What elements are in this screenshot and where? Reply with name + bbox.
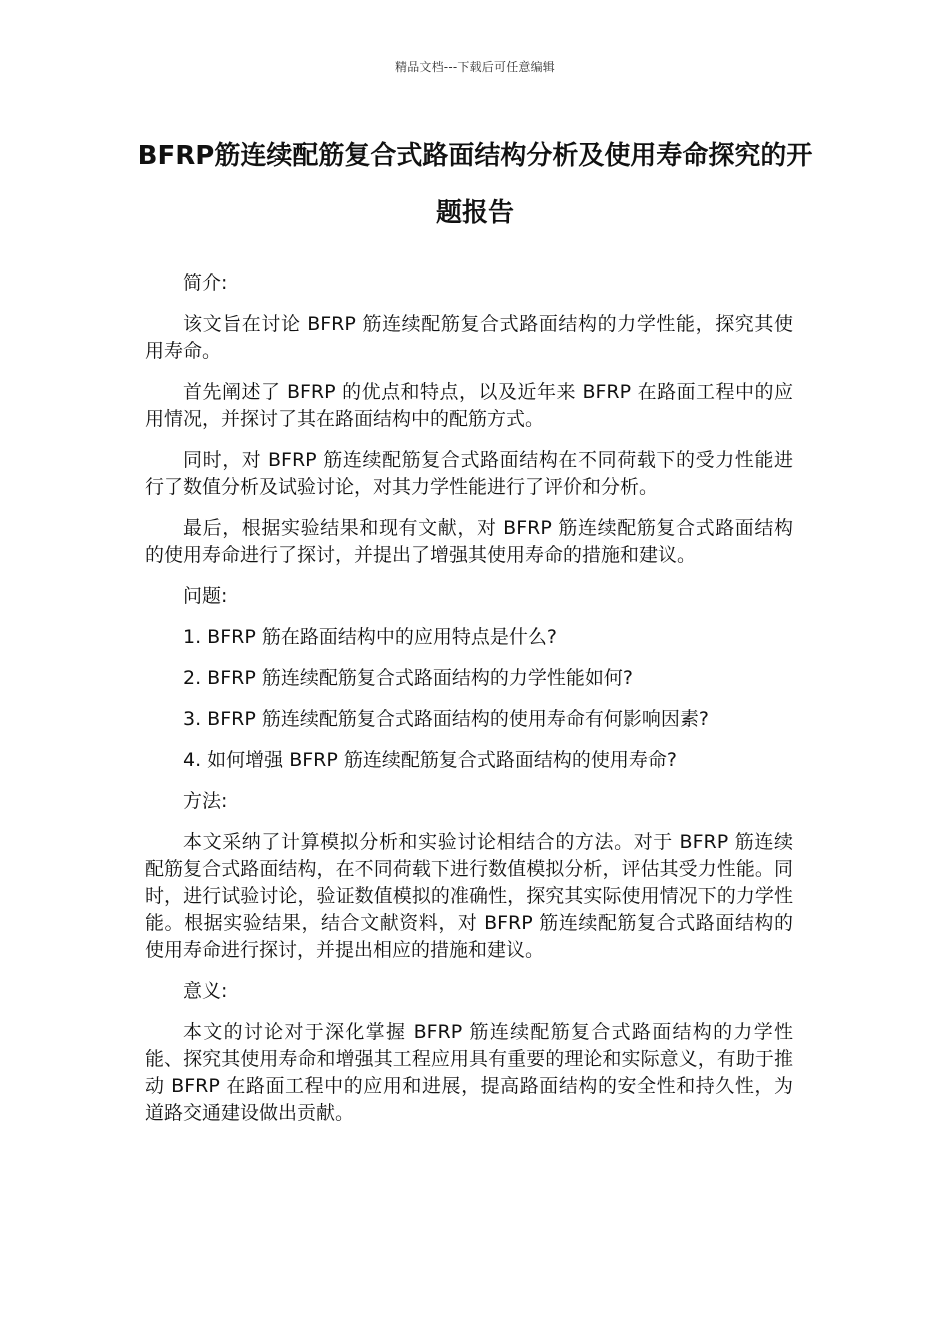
intro-paragraph-1: 该文旨在讨论 BFRP 筋连续配筋复合式路面结构的力学性能，探究其使用寿命。 [145, 313, 793, 362]
method-paragraph: 本文采纳了计算模拟分析和实验讨论相结合的方法。对于 BFRP 筋连续配筋复合式路面结构，在不同荷载下进行数值模拟分析，评估其受力性能。同时，进行试验讨论，验证数值模拟的准确性，探究其实际使用情况下的力学性能。根据实验结果，结合文献资料，对 BFRP 筋连续配筋复合式路面结构的使用寿命进行探讨，并提出相应的措施和建议。 [145, 831, 793, 961]
significance-paragraph: 本文的讨论对于深化掌握 BFRP 筋连续配筋复合式路面结构的力学性能、探究其使用寿命和增强其工程应用具有重要的理论和实际意义，有助于推动 BFRP 在路面工程中的应用和进展，提高路面结构的安全性和持久性，为道路交通建设做出贡献。 [145, 1021, 793, 1124]
question-item-2: 2. BFRP 筋连续配筋复合式路面结构的力学性能如何? [183, 667, 633, 689]
header-note: 精品文档---下载后可任意编辑 [395, 60, 555, 74]
method-label: 方法: [183, 790, 228, 812]
significance-label: 意义: [183, 980, 228, 1002]
intro-paragraph-2: 首先阐述了 BFRP 的优点和特点，以及近年来 BFRP 在路面工程中的应用情况，并探讨了其在路面结构中的配筋方式。 [145, 381, 793, 430]
questions-label: 问题: [183, 585, 228, 607]
question-item-3: 3. BFRP 筋连续配筋复合式路面结构的使用寿命有何影响因素? [183, 708, 709, 730]
question-item-1: 1. BFRP 筋在路面结构中的应用特点是什么? [183, 626, 557, 648]
question-item-4: 4. 如何增强 BFRP 筋连续配筋复合式路面结构的使用寿命? [183, 749, 677, 771]
intro-paragraph-4: 最后，根据实验结果和现有文献，对 BFRP 筋连续配筋复合式路面结构的使用寿命进行了探讨，并提出了增强其使用寿命的措施和建议。 [145, 517, 793, 566]
intro-label: 简介: [183, 272, 228, 294]
intro-paragraph-3: 同时，对 BFRP 筋连续配筋复合式路面结构在不同荷载下的受力性能进行了数值分析及试验讨论，对其力学性能进行了评价和分析。 [145, 449, 793, 498]
document-title: BFRP筋连续配筋复合式路面结构分析及使用寿命探究的开题报告 [137, 141, 813, 228]
document-body [145, 270, 793, 1141]
